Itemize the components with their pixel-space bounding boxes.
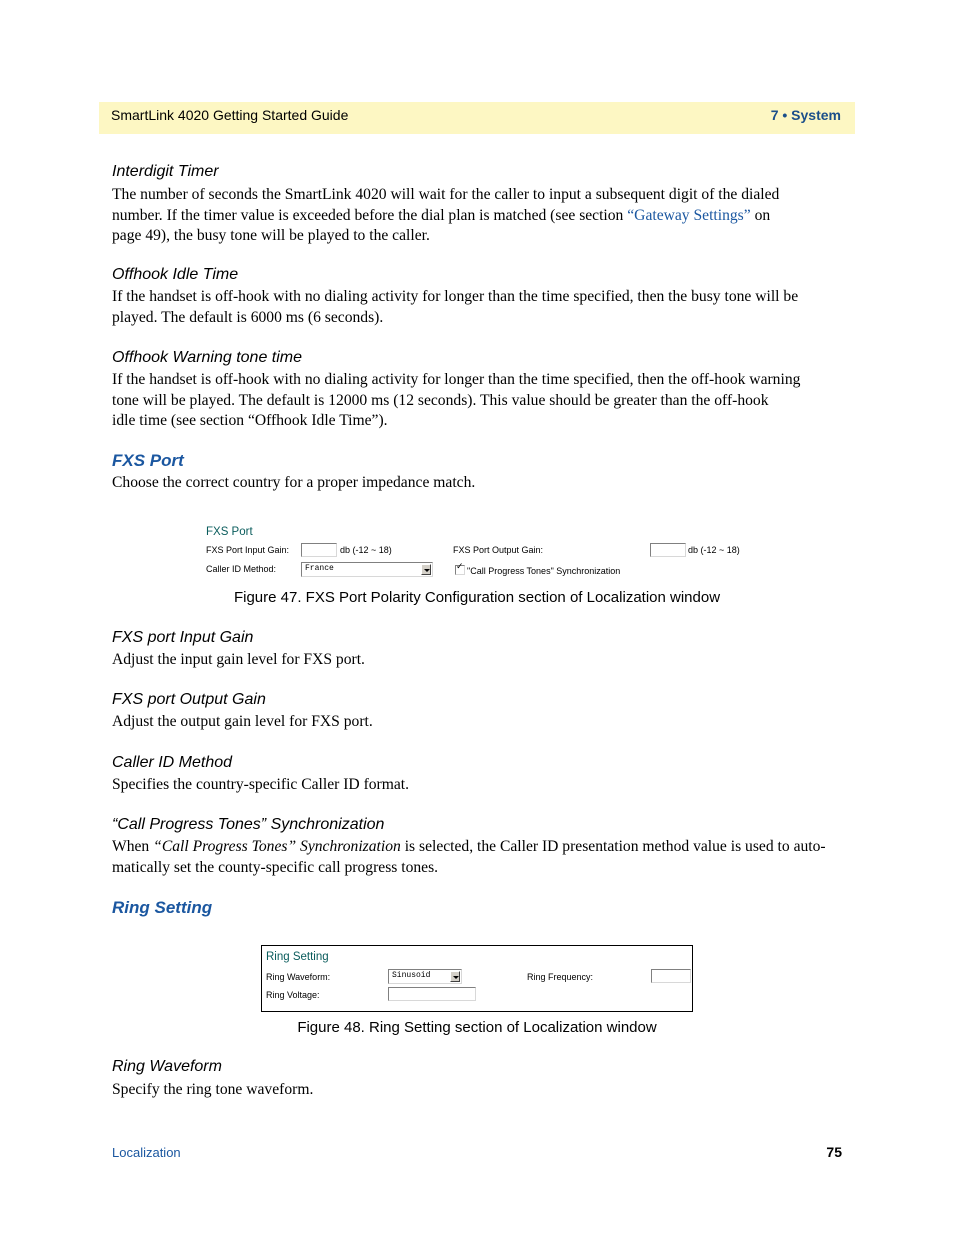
- running-header: [99, 102, 855, 134]
- sync-checkbox[interactable]: [455, 562, 465, 575]
- ring-waveform-select[interactable]: [388, 969, 462, 984]
- text-line: [112, 837, 842, 858]
- text-line: idle time (see section “Offhook Idle Time”).: [112, 412, 388, 429]
- text-span: on: [750, 206, 771, 224]
- ring-waveform-selected: Sinusoid: [392, 971, 431, 980]
- paragraph-offhook-idle-time: [112, 287, 842, 328]
- chevron-down-icon[interactable]: [421, 564, 431, 575]
- text-line: The number of seconds the SmartLink 4020 will wait for the caller to input a subsequent digit of the dialed: [112, 186, 780, 203]
- paragraph-interdigit-timer: [112, 185, 842, 247]
- ring-voltage-label: Ring Voltage:: [266, 990, 320, 1000]
- heading-fxs-port: FXS Port: [112, 451, 184, 470]
- text-line: played. The default is 6000 ms (6 seconds).: [112, 308, 384, 326]
- page-number: 75: [826, 1144, 842, 1160]
- ring-frequency-field[interactable]: [651, 969, 691, 983]
- fxs-port-panel-title: FXS Port: [206, 526, 253, 538]
- fxs-port-panel: [204, 520, 764, 580]
- figure-47-caption: Figure 47. FXS Port Polarity Configuration section of Localization window: [233, 589, 721, 606]
- guide-title: SmartLink 4020 Getting Started Guide: [111, 107, 349, 123]
- text-line: If the handset is off-hook with no dialing activity for longer than the time specified, then the busy tone will be: [112, 288, 799, 305]
- input-gain-label: FXS Port Input Gain:: [206, 545, 290, 555]
- text-line: If the handset is off-hook with no dialing activity for longer than the time specified, then the off-hook warning: [112, 371, 801, 388]
- text-line: tone will be played. The default is 12000 ms (12 seconds). This value should be greater than the off-hook: [112, 391, 769, 409]
- caller-id-label: Caller ID Method:: [206, 564, 277, 574]
- text-span: is selected, the Caller ID presentation method value is used to auto-: [400, 838, 826, 855]
- caller-id-selected: France: [305, 564, 334, 573]
- text-line: page 49), the busy tone will be played to the caller.: [112, 227, 430, 244]
- heading-ring-setting: Ring Setting: [112, 898, 213, 917]
- text-span: number. If the timer value is exceeded before the dial plan is matched (see section: [112, 206, 628, 224]
- paragraph-offhook-warning: [112, 370, 842, 432]
- chapter-label: 7 • System: [770, 107, 841, 123]
- heading-offhook-warning: Offhook Warning tone time: [112, 349, 303, 366]
- input-gain-field[interactable]: [301, 543, 337, 557]
- ring-voltage-field[interactable]: [388, 987, 476, 1001]
- text-span: When: [112, 838, 154, 855]
- ring-waveform-label: Ring Waveform:: [266, 972, 331, 982]
- caller-id-select[interactable]: [301, 562, 433, 577]
- paragraph-fxs-output-gain: Adjust the output gain level for FXS port.: [112, 713, 373, 730]
- output-gain-field[interactable]: [650, 543, 686, 557]
- sync-label: "Call Progress Tones" Synchronization: [467, 566, 621, 576]
- footer-section-name: Localization: [112, 1145, 181, 1160]
- heading-caller-id: Caller ID Method: [112, 754, 233, 771]
- ring-setting-panel-title: Ring Setting: [266, 951, 329, 963]
- paragraph-fxs-input-gain: Adjust the input gain level for FXS port.: [112, 651, 365, 668]
- chevron-down-icon[interactable]: [450, 971, 460, 982]
- paragraph-fxs-port: Choose the correct country for a proper impedance match.: [112, 474, 476, 491]
- input-gain-unit: db (-12 ~ 18): [340, 545, 392, 555]
- paragraph-caller-id: Specifies the country-specific Caller ID format.: [112, 776, 410, 793]
- paragraph-ring-waveform: Specify the ring tone waveform.: [112, 1081, 314, 1098]
- text-italic: “Call Progress Tones” Synchronization: [153, 838, 401, 855]
- text-line: [112, 206, 842, 227]
- heading-offhook-idle-time: Offhook Idle Time: [112, 266, 239, 283]
- ring-frequency-label: Ring Frequency:: [527, 972, 594, 982]
- heading-ring-waveform: Ring Waveform: [112, 1058, 222, 1075]
- heading-interdigit-timer: Interdigit Timer: [112, 163, 219, 180]
- gateway-settings-link[interactable]: “Gateway Settings”: [627, 206, 751, 224]
- heading-cpt-sync: “Call Progress Tones” Synchronization: [112, 816, 385, 833]
- check-icon: ✓: [456, 562, 464, 572]
- heading-fxs-input-gain: FXS port Input Gain: [112, 629, 254, 646]
- figure-48-caption: Figure 48. Ring Setting section of Localization window: [297, 1019, 657, 1036]
- output-gain-label: FXS Port Output Gain:: [453, 545, 544, 555]
- text-line: matically set the county-specific call progress tones.: [112, 858, 439, 876]
- paragraph-cpt-sync: [112, 837, 842, 878]
- heading-fxs-output-gain: FXS port Output Gain: [112, 691, 266, 708]
- output-gain-unit: db (-12 ~ 18): [688, 545, 740, 555]
- ring-setting-panel: [261, 945, 693, 1012]
